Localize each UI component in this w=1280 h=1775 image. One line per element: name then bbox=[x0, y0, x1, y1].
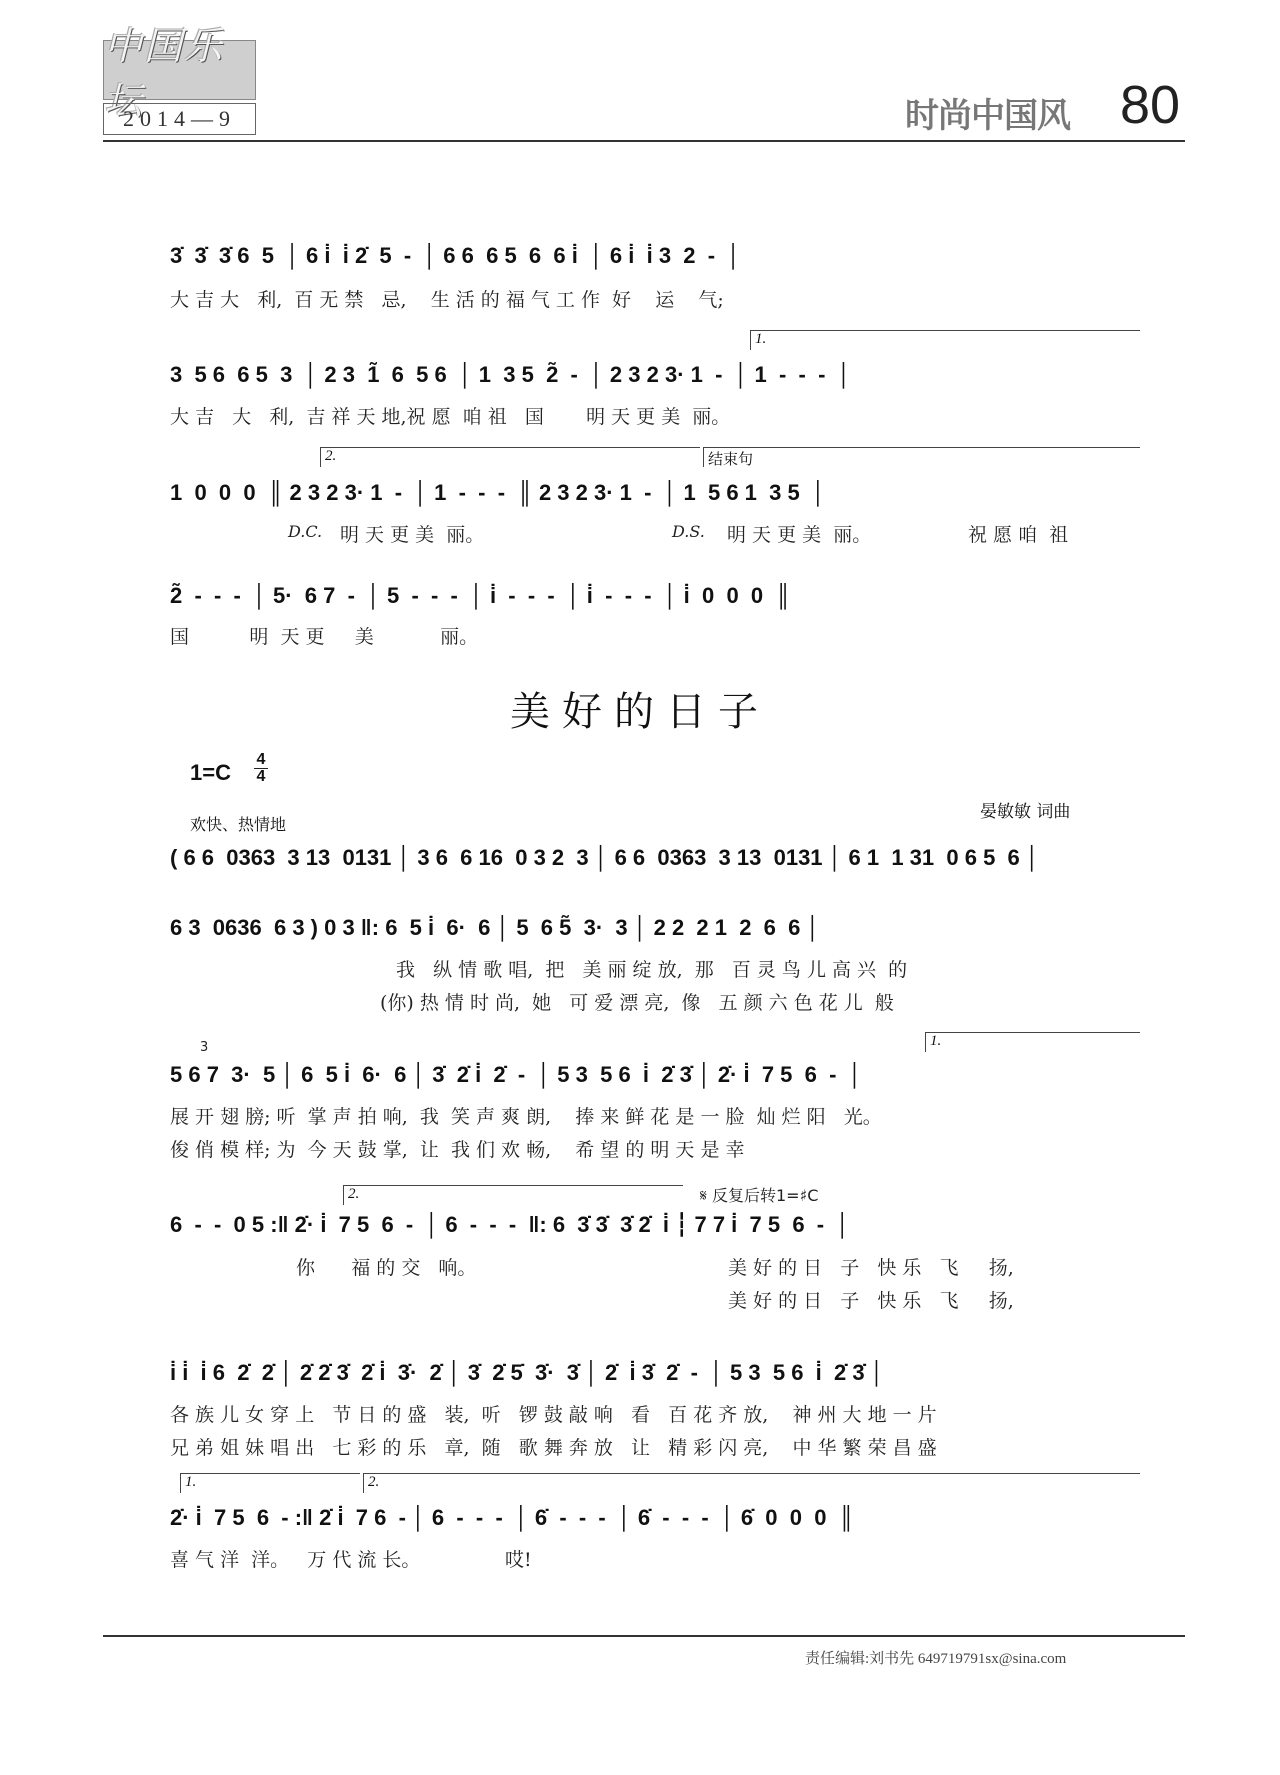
lyric-line: 大 吉 大 利, 百 无 禁 忌, 生 活 的 福 气 工 作 好 运 气; bbox=[170, 289, 724, 311]
lyric-line: 国 明 天 更 美 丽。 bbox=[170, 626, 479, 648]
volta-2: 2. bbox=[320, 447, 700, 467]
lyric-line-verse-2: 俊 俏 模 样; 为 今 天 鼓 掌, 让 我 们 欢 畅, 希 望 的 明 天 是 幸 bbox=[170, 1139, 745, 1161]
magazine-logo: 中国乐坛 bbox=[103, 40, 256, 100]
segno-key-change bbox=[700, 1183, 818, 1206]
time-signature-top: 4 bbox=[256, 751, 266, 768]
section-title: 时尚中国风 bbox=[905, 96, 1070, 136]
lyric-line: 明 天 更 美 丽。 bbox=[727, 524, 872, 546]
lyric-line: 祝 愿 咱 祖 bbox=[968, 524, 1069, 546]
lyric-line-verse-1: 展 开 翅 膀; 听 掌 声 拍 响, 我 笑 声 爽 朗, 捧 来 鲜 花 是 一 脸 灿 烂 阳 光。 bbox=[170, 1106, 882, 1128]
lyric-line-verse-1: 我 纵 情 歌 唱, 把 美 丽 绽 放, 那 百 灵 鸟 儿 高 兴 的 bbox=[396, 959, 908, 981]
notation-row: 1 0 0 0 ║ 2 3 2 3· 1 - │ 1 - - - ║ 2 3 2 3· 1 - │ 1 5 6 1 3 5 │ bbox=[170, 480, 826, 505]
notation-row: 2̃ - - - │ 5· 6 7 - │ 5 - - - │ i̇ - - - │ i̇ - - - │ i̇ 0 0 0 ║ bbox=[170, 583, 791, 608]
editor-credit: 责任编辑:刘书先 649719791sx@sina.com bbox=[805, 1651, 1067, 1667]
notation-row: 6 - - 0 5 :‖ 2̇· i̇ 7 5 6 - │ 6 - - - ‖: 6 3̇ 3̇ 3̇ 2̇ i̇ ┆ 7 7 i̇ 7 5 6 - │ bbox=[170, 1212, 851, 1237]
lyric-line: 明 天 更 美 丽。 bbox=[340, 524, 485, 546]
time-signature-bottom: 4 bbox=[254, 768, 268, 785]
volta-2: 2. bbox=[343, 1185, 683, 1205]
song-title: 美好的日子 bbox=[510, 689, 770, 735]
lyric-line: 大 吉 大 利, 吉 祥 天 地,祝 愿 咱 祖 国 明 天 更 美 丽。 bbox=[170, 406, 731, 428]
issue-number: 2014—9 bbox=[103, 103, 256, 135]
lyric-line: 喜 气 洋 洋。 万 代 流 长。 哎! bbox=[170, 1549, 532, 1571]
notation-row: 6 3 0636 6 3 ) 0 3 ‖: 6 5 i̇ 6· 6 │ 5 6 5̃ 3· 3 │ 2 2 2 1 2 6 6 │ bbox=[170, 915, 821, 940]
tempo-marking: 欢快、热情地 bbox=[190, 815, 287, 834]
lyric-line-verse-1: 各 族 儿 女 穿 上 节 日 的 盛 装, 听 锣 鼓 敲 响 看 百 花 齐 放, 神 州 大 地 一 片 bbox=[170, 1404, 937, 1426]
notation-row: ( 6 6 0363 3 13 0131 │ 3 6 6 16 0 3 2 3 │ 6 6 0363 3 13 0131 │ 6 1 1 31 0 6 5 6 │ bbox=[170, 845, 1040, 870]
notation-row: 2̇· i̇ 7 5 6 - :‖ 2̇ i̇ 7 6 - │ 6 - - - │ 6̇ - - - │ 6̇ - - - │ 6̇ 0 0 0 ║ bbox=[170, 1505, 855, 1530]
segno-icon: 𝄋 bbox=[700, 1186, 712, 1205]
lyric-line-chorus-2: 美 好 的 日 子 快 乐 飞 扬, bbox=[728, 1290, 1014, 1312]
header-divider bbox=[103, 140, 1185, 142]
volta-1: 1. bbox=[925, 1032, 1140, 1052]
volta-2: 2. bbox=[363, 1473, 1140, 1493]
ending-phrase-label: 结束句 bbox=[703, 447, 1140, 467]
notation-row: i̇ i̇ i̇ 6 2̇ 2̇ │ 2̇ 2̇ 3̇ 2̇ i̇ 3̇· 2̇ │ 3̇ 2̇ 5̇ 3̇· 3̇ │ 2̇ i̇ 3̇ 2̇ - │ 5 3 5 6 i̇ 2̇ 3̇ │ bbox=[170, 1360, 885, 1385]
key-signature: 1=C bbox=[190, 760, 231, 785]
notation-row: 3 5 6 6 5 3 │ 2 3 1̃ 6 5 6 │ 1 3 5 2̃ - │ 2 3 2 3· 1 - │ 1 - - - │ bbox=[170, 362, 852, 387]
ds-marking: D.S. bbox=[672, 522, 705, 541]
dc-marking: D.C. bbox=[288, 522, 323, 541]
key-change-text: 反复后转1=♯C bbox=[711, 1186, 819, 1205]
lyric-line-verse-1: 你 福 的 交 响。 bbox=[296, 1257, 477, 1279]
composer-credit: 晏敏敏 词曲 bbox=[980, 802, 1071, 822]
notation-row: 3̇ 3̇ 3̇ 6 5 │ 6 i̇ i̇ 2̇ 5 - │ 6 6 6 5 6 6 i̇ │ 6 i̇ i̇ 3 2 - │ bbox=[170, 243, 742, 268]
lyric-line-verse-2: (你) 热 情 时 尚, 她 可 爱 漂 亮, 像 五 颜 六 色 花 儿 般 bbox=[380, 992, 894, 1014]
lyric-line-chorus-1: 美 好 的 日 子 快 乐 飞 扬, bbox=[728, 1257, 1014, 1279]
lyric-line-verse-2: 兄 弟 姐 妹 唱 出 七 彩 的 乐 章, 随 歌 舞 奔 放 让 精 彩 闪 亮, 中 华 繁 荣 昌 盛 bbox=[170, 1437, 937, 1459]
footer-divider bbox=[103, 1635, 1185, 1637]
volta-1: 1. bbox=[180, 1473, 360, 1493]
triplet-mark: 3 bbox=[200, 1040, 209, 1055]
page-number: 80 bbox=[1120, 75, 1181, 135]
notation-row: 5 6 7 3· 5 │ 6 5 i̇ 6· 6 │ 3̇ 2̇ i̇ 2̇ - │ 5 3 5 6 i̇ 2̇ 3̇ │ 2̇· i̇ 7 5 6 - │ bbox=[170, 1062, 863, 1087]
volta-1: 1. bbox=[750, 330, 1140, 350]
time-signature bbox=[254, 752, 268, 785]
